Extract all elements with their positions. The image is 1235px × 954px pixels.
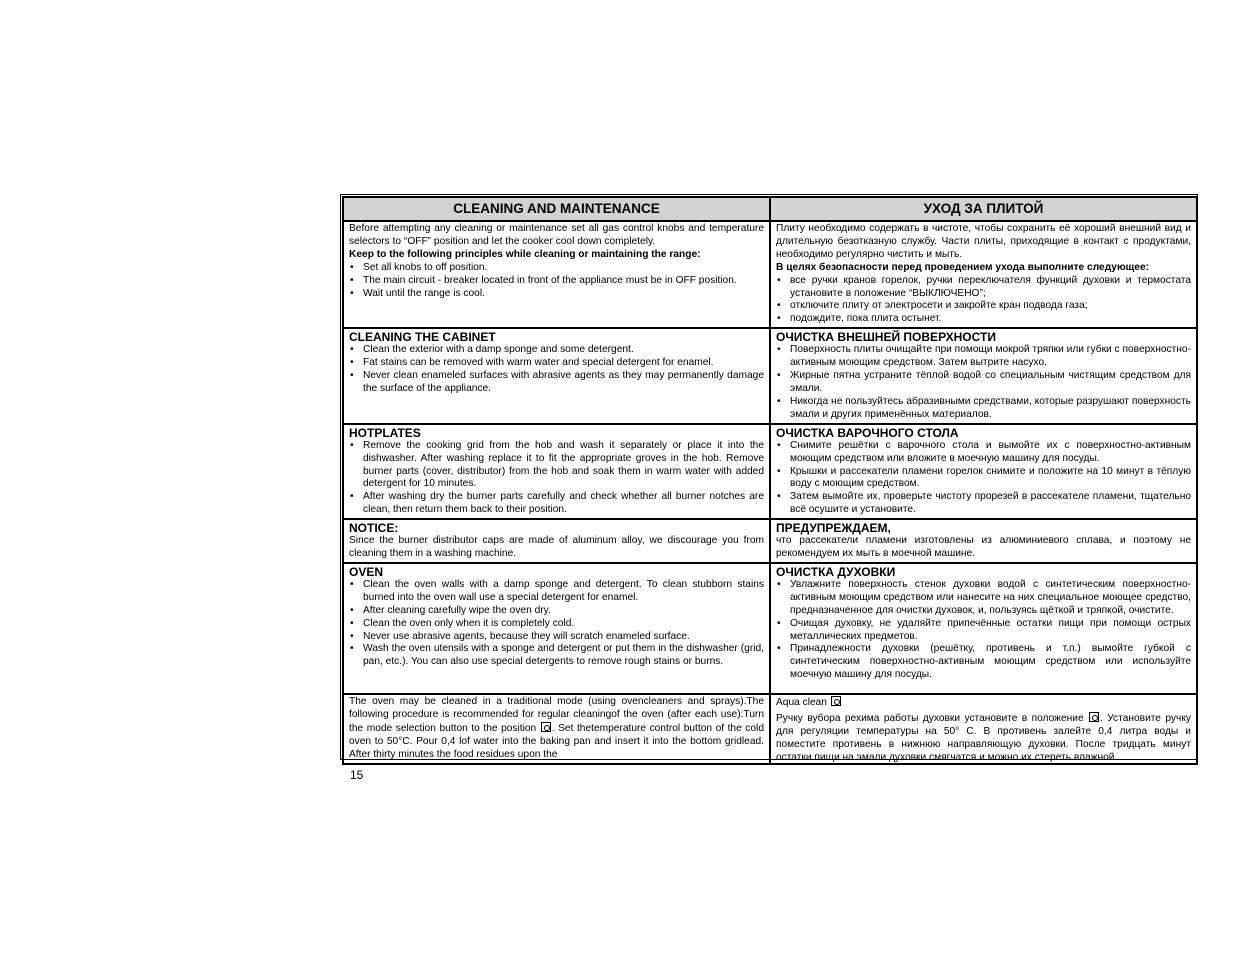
list-item: • все ручки кранов горелок, ручки переключателя функций духовки и термостата установите в положение “ВЫКЛЮЧЕНО”; [776, 275, 1191, 301]
en-cabinet-cell [343, 328, 770, 423]
en-aqua-text-part2: . Set thetemperature control button of the cold oven to 50°C. Pour 0,4 lof water into the baking pan and insert it into the bottom gridlead. After thirty minutes the food residues upon the [349, 722, 764, 760]
en-hotplates-list [349, 440, 764, 517]
ru-intro-bold: В целях безопасности перед проведением ухода выполните следующее: [776, 261, 1149, 273]
ru-aqua-label: Aqua clean [776, 696, 827, 708]
list-item: • Крышки и рассекатели пламени горелок снимите и положите на 10 минут в тёплую воду с моющим средством. [776, 466, 1191, 492]
list-item: • After cleaning carefully wipe the oven dry. [349, 605, 764, 618]
en-notice-cell [343, 519, 770, 563]
en-intro-bold: Keep to the following principles while cleaning or maintaining the range: [349, 248, 701, 260]
aqua-clean-mode-icon [1089, 712, 1099, 722]
en-notice-text: Since the burner distributor caps are made of aluminum alloy, we discourage you from cleaning them in a washing machine. [349, 535, 764, 560]
en-oven-title: OVEN [349, 564, 384, 579]
en-intro-para: Before attempting any cleaning or maintenance set all gas control knobs and temperature selectors to “OFF” position and let the cooker cool down completely. [349, 223, 764, 247]
en-oven-list [349, 579, 764, 669]
list-item: • отключите плиту от электросети и закройте кран подвода газа; [776, 300, 1191, 313]
en-hotplates-cell [343, 424, 770, 519]
ru-intro-cell [770, 221, 1197, 328]
list-item: • Clean the oven only when it is completely cold. [349, 618, 764, 631]
list-item: • Set all knobs to off position. [349, 262, 764, 275]
en-aqua-text-part1: The oven may be cleaned in a traditional mode (using ovencleaners and sprays).The following procedure is recommended for regular cleaningof the oven (after each use):Turn the mode selection button to the position [349, 695, 764, 734]
list-item: • After washing dry the burner parts carefully and check whether all burner notches are clean, then return them back to their position. [349, 491, 764, 517]
page-number: 15 [350, 768, 364, 782]
ru-aqua-cell [770, 694, 1197, 764]
list-item: • Clean the exterior with a damp sponge and some detergent. [349, 344, 764, 357]
ru-aqua-text-part1: Ручку вубора рехима работы духовки установите в положение [776, 712, 1084, 724]
ru-oven-list [776, 579, 1191, 682]
aqua-clean-mode-icon [541, 722, 551, 732]
en-header: CLEANING AND MAINTENANCE [343, 197, 770, 221]
ru-intro-para: Плиту необходимо содержать в чистоте, чтобы сохранить её хороший внешний вид и длительную безотказную службу. Части плиты, приходящие в контакт с продуктами, необходимо регулярно чистить и мыть. [776, 223, 1191, 260]
list-item: • Никогда не пользуйтесь абразивными средствами, которые разрушают поверхность эмали и других применённых материалов. [776, 396, 1191, 422]
en-hotplates-title: HOTPLATES [349, 425, 421, 440]
list-item: • Очищая духовку, не удаляйте припечённые остатки пищи при помощи острых металлических предметов. [776, 618, 1191, 644]
ru-hotplates-cell [770, 424, 1197, 519]
ru-hotplates-list [776, 440, 1191, 517]
list-item: • Fat stains can be removed with warm water and special detergent for enamel. [349, 357, 764, 370]
en-notice-title: NOTICE: [349, 521, 399, 536]
en-aqua-cell [343, 694, 770, 764]
list-item: • Remove the cooking grid from the hob and wash it separately or place it into the dishwasher. After washing replace it to fit the appropriate groves in the hob. Remove burner parts (cover, distributor) from the hob and soak them in warm water with added detergent for 10 minutes. [349, 440, 764, 492]
ru-notice-text: что рассекатели пламени изготовлены из алюминиевого сплава, и поэтому не рекомендуем их мыть в моечной машине. [776, 535, 1191, 560]
list-item: • Жирные пятна устраните тёплой водой со специальным чистящим средством для эмали. [776, 370, 1191, 396]
list-item: • Wash the oven utensils with a sponge and detergent or put them in the dishwasher (grid, pan, etc.). You can also use special detergents to remove rough stains or burns. [349, 643, 764, 669]
list-item: • Wait until the range is cool. [349, 288, 764, 301]
en-oven-cell [343, 563, 770, 694]
ru-cabinet-title: ОЧИСТКА ВНЕШНЕЙ ПОВЕРХНОСТИ [776, 330, 996, 345]
list-item: • Never clean enameled surfaces with abrasive agents as they may permanently damage the surface of the appliance. [349, 370, 764, 396]
ru-hotplates-title: ОЧИСТКА ВАРОЧНОГО СТОЛА [776, 425, 959, 440]
en-aqua-text-clip [349, 696, 764, 762]
list-item: • Снимите решётки с варочного стола и вымойте их с поверхностно-активным моющим средством или вложите в моечную машину для посуды. [776, 440, 1191, 466]
ru-cabinet-list [776, 344, 1191, 421]
list-item: • Never use abrasive agents, because they will scratch enameled surface. [349, 631, 764, 644]
ru-notice-cell [770, 519, 1197, 563]
list-item: • Clean the oven walls with a damp sponge and detergent. To clean stubborn stains burned into the oven wall use a special detergent for enamel. [349, 579, 764, 605]
list-item: • подождите, пока плита остынет. [776, 313, 1191, 326]
en-intro-cell [343, 221, 770, 328]
en-cabinet-list [349, 344, 764, 396]
en-intro-list [349, 262, 764, 301]
en-cabinet-title: CLEANING THE CABINET [349, 330, 496, 345]
aqua-clean-mode-icon [831, 696, 841, 706]
ru-aqua-text-clip [776, 696, 1191, 762]
manual-table [342, 196, 1198, 765]
list-item: • Принадлежности духовки (решётку, противень и т.п.) вымойте губкой с синтетическим поверхностно-активным моющим средством или используйте моечную машину для посуды. [776, 643, 1191, 682]
list-item: • Затем вымойте их, проверьте чистоту прорезей в рассекателе пламени, тщательно всё осушите и установите. [776, 491, 1191, 517]
ru-oven-cell [770, 563, 1197, 694]
ru-notice-title: ПРЕДУПРЕЖДАЕМ, [776, 521, 891, 536]
ru-aqua-label-line [776, 696, 1191, 710]
list-item: • The main circuit - breaker located in front of the appliance must be in OFF position. [349, 275, 764, 288]
ru-aqua-text-part2: . Установите ручку для регуляции температуры на 50° С. В противень залейте 0,4 литра воды и поместите противень в нижнюю направляющую духовки. После тридцать минут остатки пищи на эмали духовки смягчатся и можно их стереть влажной [776, 712, 1191, 762]
list-item: • Увлажните поверхность стенок духовки водой с синтетическим поверхностно-активным моющим средством или нанесите на них специальное моющее средство, предназначенное для очистки духовок, и, пользуясь щёткой и тряпкой, очистите. [776, 579, 1191, 618]
manual-page-frame [340, 194, 1198, 760]
ru-header: УХОД ЗА ПЛИТОЙ [770, 197, 1197, 221]
ru-oven-title: ОЧИСТКА ДУХОВКИ [776, 564, 896, 579]
list-item: • Поверхность плиты очищайте при помощи мокрой тряпки или губки с поверхностно-активным моющим средством. Затем вытрите насухо. [776, 344, 1191, 370]
ru-cabinet-cell [770, 328, 1197, 423]
ru-intro-list [776, 275, 1191, 327]
